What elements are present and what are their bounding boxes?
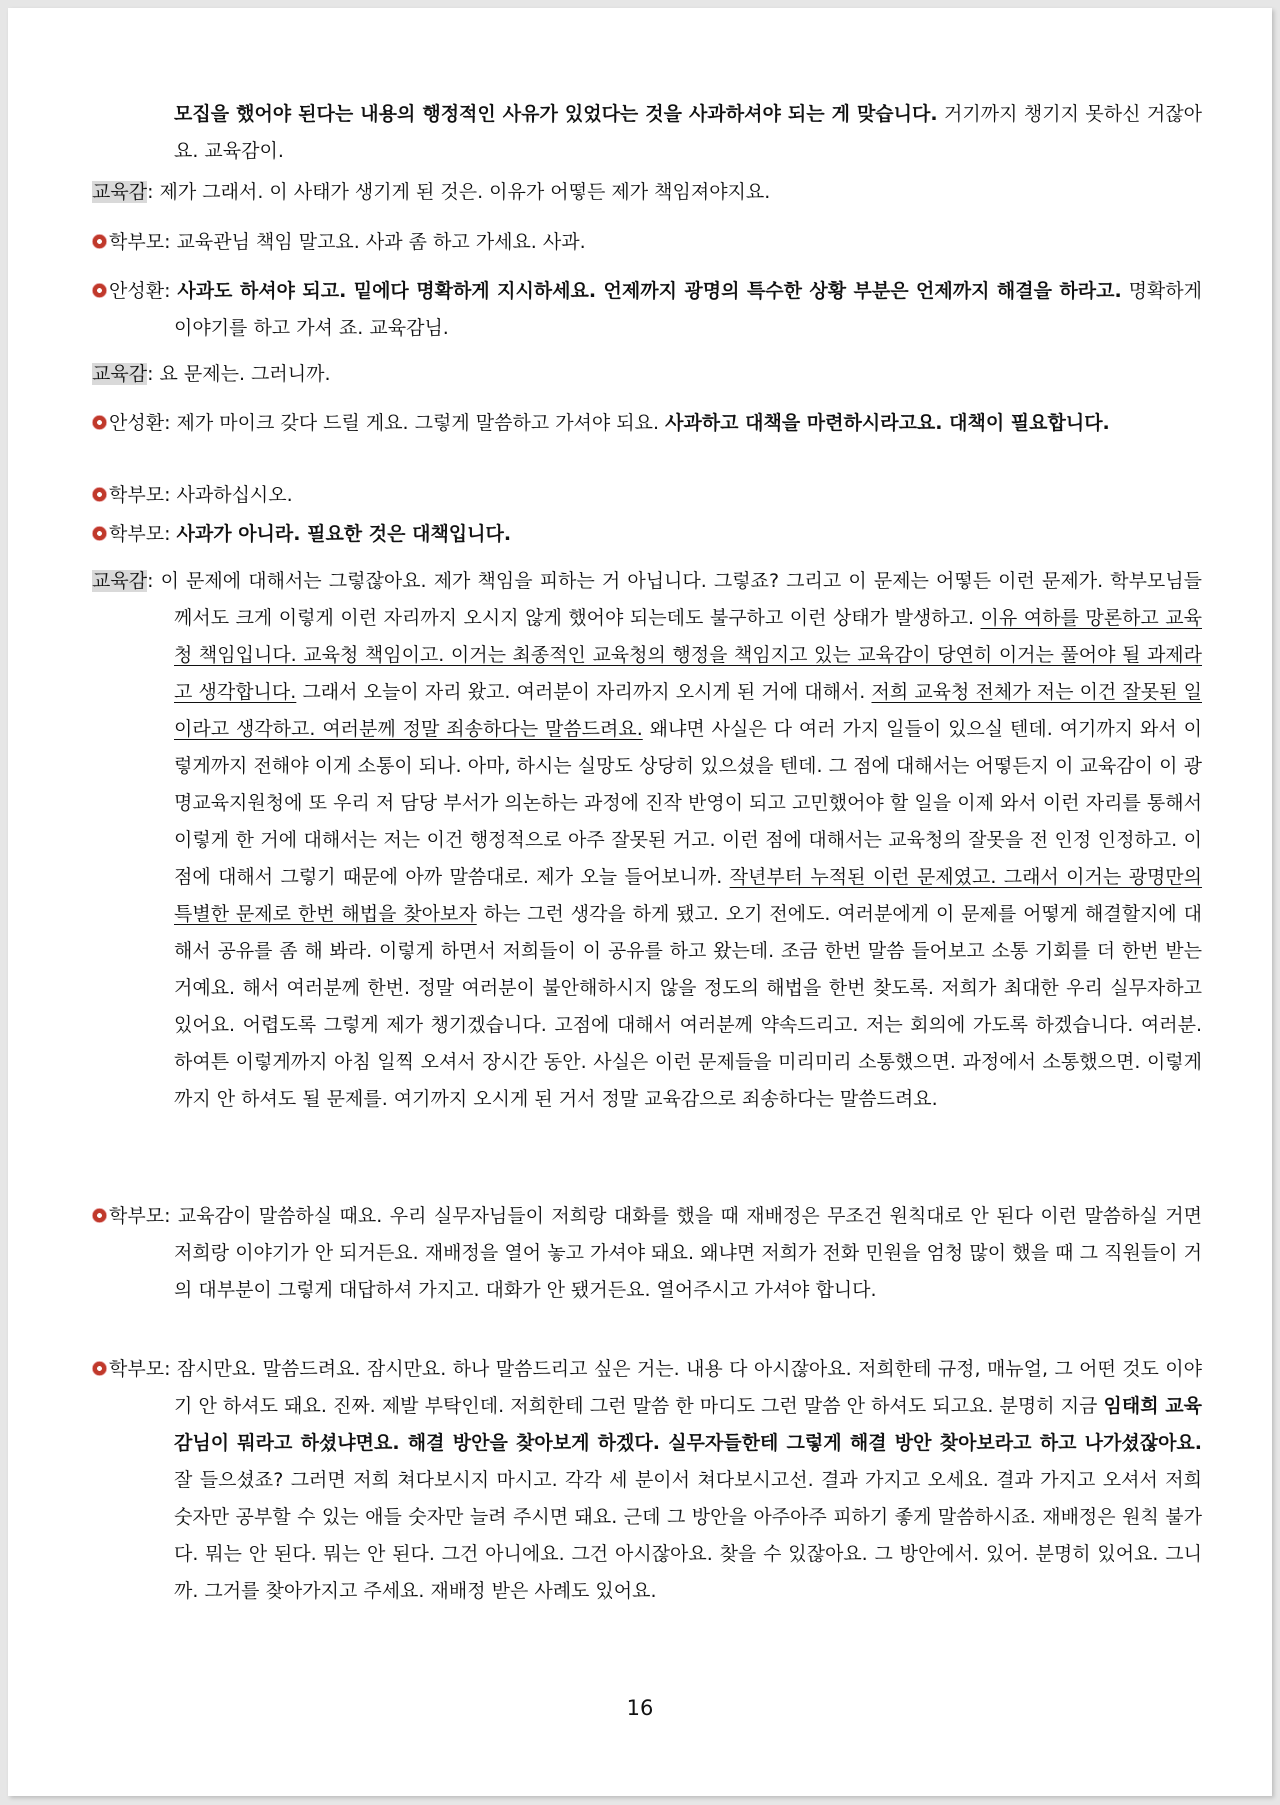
transcript-utterance — [92, 273, 1202, 347]
body-text: 잠시만요. 말씀드려요. 잠시만요. 하나 말씀드리고 싶은 거는. 내용 다 아시잖아요. 저희한테 규정, 매뉴얼, 그 어떤 것도 이야기 안 하셔도 돼요. 진짜. 제발 부탁인데. 저희한테 그런 말씀 한 마디도 그런 말씀 안 하셔도 되고요. 분명히 지금 — [170, 1358, 1202, 1417]
speaker-badge-icon — [92, 526, 107, 541]
transcript-utterance — [92, 1351, 1202, 1610]
bold-text: 모집을 했어야 된다는 내용의 행정적인 사유가 있었다는 것을 사과하셔야 되는 게 맞습니다. — [174, 103, 938, 125]
speaker-name: 교육감 — [92, 363, 148, 385]
bold-text: 사과하고 대책을 마련하시라고요. 대책이 필요합니다. — [665, 412, 1110, 434]
body-text: 그래서 오늘이 자리 왔고. 여러분이 자리까지 오시게 된 거에 대해서. — [296, 681, 872, 703]
transcript-utterance — [92, 405, 1202, 442]
speaker-badge-icon — [92, 487, 107, 502]
speaker-badge-icon — [92, 283, 107, 298]
speaker-name: 교육감 — [92, 570, 148, 592]
transcript-utterance — [92, 563, 1202, 1118]
body-text: 교육감이 말씀하실 때요. 우리 실무자님들이 저희랑 대화를 했을 때 재배정은 무조건 원칙대로 안 된다 이런 말씀하실 거면 저희랑 이야기가 안 되거든요. 재배정을 열어 놓고 가셔야 돼요. 왜냐면 저희가 전화 민원을 엄청 많이 했을 때 그 직원들이 거의 대부분이 그렇게 대답하셔 가지고. 대화가 안 됐거든요. 열어주시고 가셔야 합니다. — [170, 1205, 1202, 1301]
body-text: 하는 그런 생각을 하게 됐고. 오기 전에도. 여러분에게 이 문제를 어떻게 해결할지에 대해서 공유를 좀 해 봐라. 이렇게 하면서 저희들이 이 공유를 하고 왔는데. 조금 한번 말씀 들어보고 소통 기회를 더 한번 받는 거예요. 해서 여러분께 한번. 정말 여러분이 불안해하시지 않을 정도의 해법을 한번 찾도록. 저희가 최대한 우리 실무자하고 있어요. 어렵도록 그렇게 제가 챙기겠습니다. 고점에 대해서 여러분께 약속드리고. 저는 회의에 가도록 하겠습니다. 여러분. 하여튼 이렇게까지 아침 일찍 오셔서 장시간 동안. 사실은 이런 문제들을 미리미리 소통했으면. 과정에서 소통했으면. 이렇게까지 안 하셔도 될 문제를. 여기까지 오시게 된 거서 정말 교육감으로 죄송하다는 말씀드려요. — [174, 903, 1202, 1110]
bold-text: 임태희 교육감님이 뭐라고 하셨냐면요. 해결 방안을 찾아보게 하겠다. 실무자들한테 그렇게 해결 방안 찾아보라고 하고 나가셨잖아요. — [174, 1395, 1202, 1454]
body-text: 사과하십시오. — [170, 484, 293, 506]
speaker-name: 안성환 — [109, 412, 165, 434]
body-text: 명확하게 이야기를 하고 가셔 죠. 교육감님. — [174, 280, 1202, 339]
transcript-continuation — [92, 96, 1202, 170]
speaker-colon: : — [164, 484, 171, 506]
speaker-badge-icon — [92, 1361, 107, 1376]
speaker-badge-icon — [92, 415, 107, 430]
underlined-text: 작년부터 누적된 이런 문제였고. 그래서 이거는 광명만의 특별한 문제로 한번 해법을 찾아보자 — [174, 866, 1203, 925]
speaker-name: 학부모 — [109, 231, 165, 253]
speaker-name: 교육감 — [92, 181, 148, 203]
bold-text: 사과가 아니라. 필요한 것은 대책입니다. — [176, 523, 512, 545]
speaker-colon: : — [164, 1358, 171, 1380]
transcript-utterance — [92, 224, 1202, 261]
speaker-badge-icon — [92, 1208, 107, 1223]
transcript-utterance — [92, 516, 1202, 553]
speaker-name: 학부모 — [109, 1358, 165, 1380]
speaker-colon: : — [164, 523, 171, 545]
body-text: 교육관님 책임 말고요. 사과 좀 하고 가세요. 사과. — [170, 231, 586, 253]
speaker-name: 학부모 — [109, 1205, 165, 1227]
body-text: 이 문제에 대해서는 그렇잖아요. 제가 책임을 피하는 거 아닙니다. 그렇죠? 그리고 이 문제는 어떻든 이런 문제가. 학부모님들께서도 크게 이렇게 이런 자리까지 오시지 않게 했어야 되는데도 불구하고 이런 상태가 발생하고. — [153, 570, 1202, 629]
transcript-utterance — [92, 477, 1202, 514]
transcript-utterance — [92, 1198, 1202, 1309]
transcript-utterance — [92, 356, 1202, 393]
body-text: 제가 그래서. 이 사태가 생기게 된 것은. 이유가 어떻든 제가 책임져야지요. — [153, 181, 771, 203]
speaker-colon: : — [164, 412, 171, 434]
speaker-colon: : — [164, 1205, 171, 1227]
page-number: 16 — [626, 1696, 654, 1720]
speaker-name: 학부모 — [109, 523, 165, 545]
speaker-colon: : — [147, 363, 154, 385]
body-text: 잘 들으셨죠? 그러면 저희 쳐다보시지 마시고. 각각 세 분이서 쳐다보시고선. 결과 가지고 오세요. 결과 가지고 오셔서 저희 숫자만 공부할 수 있는 애들 숫자만 늘려 주시면 돼요. 근데 그 방안을 아주아주 피하기 좋게 말씀하시죠. 재배정은 원칙 불가다. 뭐는 안 된다. 뭐는 안 된다. 그건 아니에요. 그건 아시잖아요. 찾을 수 있잖아요. 그 방안에서. 있어. 분명히 있어요. 그니까. 그거를 찾아가지고 주세요. 재배정 받은 사례도 있어요. — [174, 1469, 1202, 1602]
document-page — [8, 8, 1272, 1796]
speaker-name: 안성환 — [109, 280, 165, 302]
transcript-utterance — [92, 174, 1202, 211]
body-text: 제가 마이크 갖다 드릴 게요. 그렇게 말씀하고 가셔야 되요. — [170, 412, 666, 434]
speaker-colon: : — [164, 231, 171, 253]
underlined-text: 이유 여하를 망론하고 교육청 책임입니다. 교육청 책임이고. 이거는 최종적인 교육청의 행정을 책임지고 있는 교육감이 당연히 이거는 풀어야 될 과제라고 생각합니다. — [174, 607, 1202, 703]
speaker-badge-icon — [92, 234, 107, 249]
underlined-text: 저희 교육청 전체가 저는 이건 잘못된 일이라고 생각하고. 여러분께 정말 죄송하다는 말씀드려요. — [174, 681, 1202, 740]
body-text: 거기까지 챙기지 못하신 거잖아요. 교육감이. — [174, 103, 1202, 162]
speaker-colon: : — [147, 570, 154, 592]
speaker-colon: : — [147, 181, 154, 203]
body-text: 왜냐면 사실은 다 여러 가지 일들이 있으실 텐데. 여기까지 와서 이렇게까지 전해야 이게 소통이 되나. 아마, 하시는 실망도 상당히 있으셨을 텐데. 그 점에 대해서는 어떻든지 이 교육감이 이 광명교육지원청에 또 우리 저 담당 부서가 의논하는 과정에 진작 반영이 되고 고민했어야 할 일을 이제 와서 이런 자리를 통해서 이렇게 한 거에 대해서는 저는 이건 행정적으로 아주 잘못된 거고. 이런 점에 대해서는 교육청의 잘못을 전 인정 인정하고. 이 점에 대해서 그렇기 때문에 아까 말씀대로. 제가 오늘 들어보니까. — [174, 718, 1202, 888]
body-text: 요 문제는. 그러니까. — [153, 363, 331, 385]
bold-text: 사과도 하셔야 되고. 밑에다 명확하게 지시하세요. 언제까지 광명의 특수한 상황 부분은 언제까지 해결을 하라고. — [177, 280, 1122, 302]
speaker-colon: : — [164, 280, 171, 302]
speaker-name: 학부모 — [109, 484, 165, 506]
